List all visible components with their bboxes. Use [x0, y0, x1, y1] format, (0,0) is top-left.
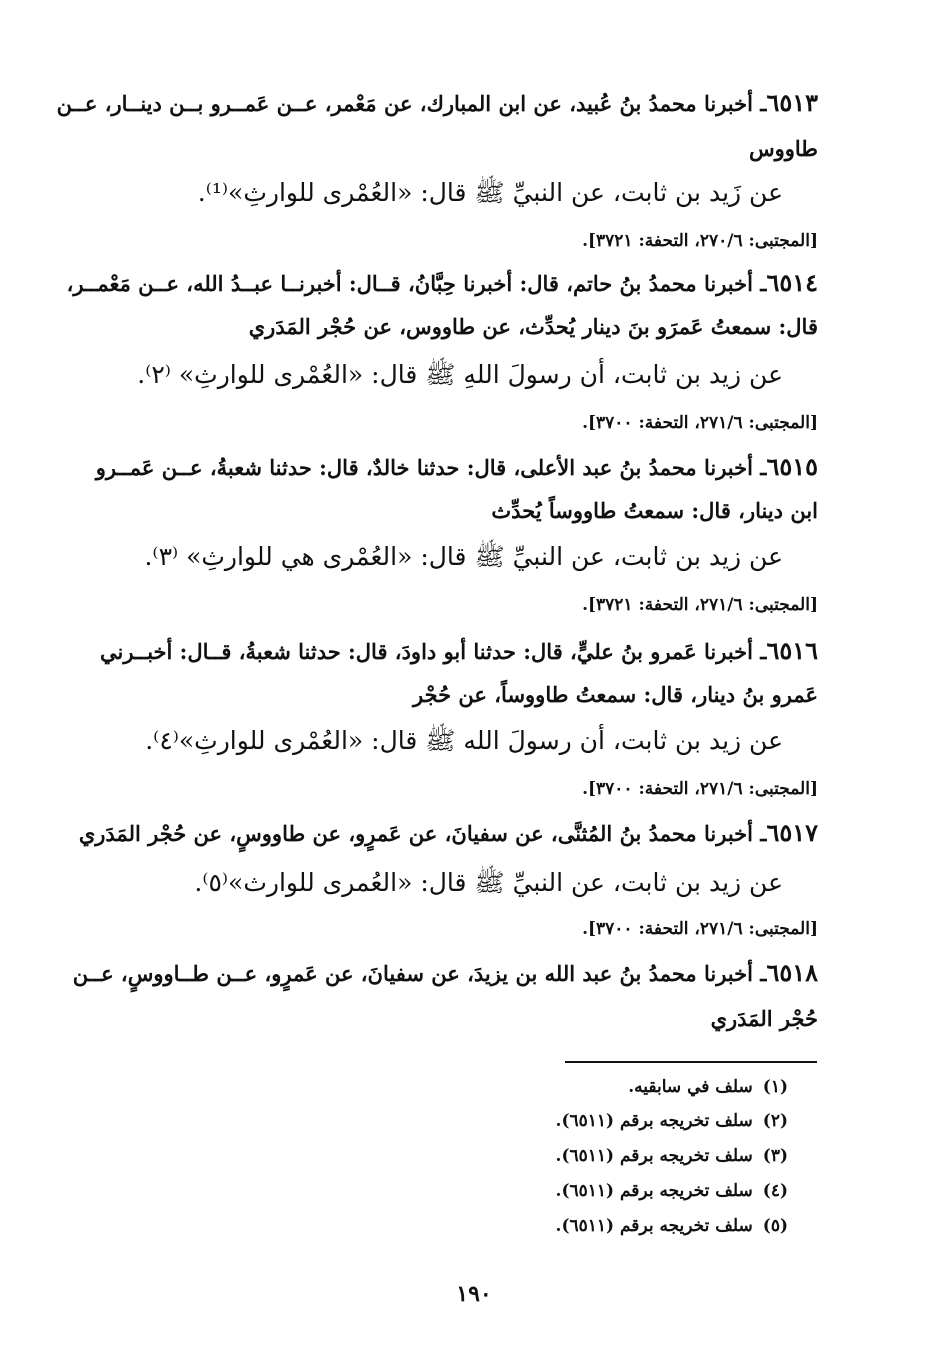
footnote-text: سلف تخريجه برقم (٦٥١١). [555, 1146, 753, 1166]
hadith-6513-isnad-line-2: طاووس [748, 136, 818, 161]
hadith-number: ٦٥١٨ [766, 958, 818, 987]
hadith-6516-isnad-line-2: عَمرو بنُ دينار، قال: سمعتُ طاووساً، عن حُجْر [413, 682, 818, 707]
footnote-3 [556, 1144, 788, 1168]
footnote-number: (٥) [762, 1216, 788, 1236]
hadith-number: ٦٥١٣ [766, 88, 818, 117]
hadith-number: ٦٥١٤ [766, 268, 818, 297]
hadith-6513-matn: عن زَيد بن ثابت، عن النبيِّ ﷺ قال: «العُمْرى للوارثِ»⁽¹⁾. [197, 178, 783, 207]
hadith-6515-isnad-line-1 [95, 452, 818, 483]
footnote-text: سلف تخريجه برقم (٦٥١١). [555, 1111, 753, 1131]
hadith-6513-isnad-line-1 [56, 88, 818, 119]
footnote-2 [556, 1109, 788, 1133]
isnad-text: ـ أخبرنا عَمرو بنُ عليٍّ، قال: حدثنا أبو داودَ، قال: حدثنا شعبةُ، قــال: أخبــرني [99, 639, 767, 664]
hadith-6517-isnad-line-1 [78, 818, 818, 849]
page-number: ١٩٠ [456, 1281, 492, 1307]
hadith-number: ٦٥١٧ [766, 818, 818, 847]
footnote-separator [565, 1061, 817, 1063]
footnote-5 [556, 1214, 788, 1238]
hadith-6514-isnad-line-2: قال: سمعتُ عَمرَو بنَ دينار يُحدِّث، عن طاووس، عن حُجْر المَدَري [248, 314, 818, 339]
footnote-number: (٣) [762, 1146, 788, 1166]
footnote-number: (٤) [762, 1181, 788, 1201]
footnote-1 [628, 1075, 788, 1099]
hadith-6515-isnad-line-2: ابن دينار، قال: سمعتُ طاووساً يُحدِّث [491, 498, 818, 523]
hadith-6516-reference: [المجتبى: ٢٧١/٦، التحفة: ٣٧٠٠]. [582, 779, 818, 799]
footnote-number: (١) [762, 1077, 788, 1097]
hadith-6518-isnad-line-2: حُجْر المَدَري [710, 1006, 818, 1031]
hadith-number: ٦٥١٦ [766, 636, 818, 665]
hadith-6514-reference: [المجتبى: ٢٧١/٦، التحفة: ٣٧٠٠]. [582, 413, 818, 433]
hadith-6517-matn: عن زيد بن ثابت، عن النبيِّ ﷺ قال: «العُمرى للوارث»⁽٥⁾. [194, 868, 783, 897]
footnote-number: (٢) [762, 1111, 788, 1131]
hadith-number: ٦٥١٥ [766, 452, 818, 481]
hadith-6513-reference: [المجتبى: ٢٧٠/٦، التحفة: ٣٧٢١]. [582, 231, 818, 251]
hadith-6515-reference: [المجتبى: ٢٧١/٦، التحفة: ٣٧٢١]. [582, 595, 818, 615]
hadith-6517-reference: [المجتبى: ٢٧١/٦، التحفة: ٣٧٠٠]. [582, 919, 818, 939]
hadith-6514-isnad-line-1 [66, 268, 818, 299]
hadith-6514-matn: عن زيد بن ثابت، أن رسولَ اللهِ ﷺ قال: «العُمْرى للوارثِ» ⁽٢⁾. [137, 360, 783, 389]
footnote-text: سلف في سابقيه. [628, 1077, 753, 1097]
footnote-text: سلف تخريجه برقم (٦٥١١). [555, 1181, 753, 1201]
isnad-text: ـ أخبرنا محمدُ بنُ المُثنَّى، عن سفيانَ، عن عَمرٍو، عن طاووسٍ، عن حُجْر المَدَري [78, 821, 767, 846]
isnad-text: ـ أخبرنا محمدُ بنُ عبد الله بن يزيدَ، عن سفيانَ، عن عَمرٍو، عــن طــاووسٍ، عــن [72, 961, 767, 986]
isnad-text: ـ أخبرنا محمدُ بنُ عُبيد، عن ابن المبارك، عن مَعْمر، عــن عَمــرو بــن دينــار، عــن [56, 91, 767, 116]
footnote-4 [556, 1179, 788, 1203]
hadith-6516-matn: عن زيد بن ثابت، أن رسولَ الله ﷺ قال: «العُمْرى للوارثِ»⁽٤⁾. [145, 726, 783, 755]
hadith-6515-matn: عن زيد بن ثابت، عن النبيِّ ﷺ قال: «العُمْرى هي للوارثِ» ⁽٣⁾. [144, 542, 783, 571]
isnad-text: ـ أخبرنا محمدُ بنُ عبد الأعلى، قال: حدثنا خالدٌ، قال: حدثنا شعبةُ، عــن عَمــرو [95, 455, 767, 480]
hadith-6516-isnad-line-1 [99, 636, 818, 667]
footnote-text: سلف تخريجه برقم (٦٥١١). [555, 1216, 753, 1236]
isnad-text: ـ أخبرنا محمدُ بنُ حاتم، قال: أخبرنا حِبَّانُ، قــال: أخبرنــا عبــدُ الله، عــن مَعْمــر، [66, 271, 767, 296]
hadith-6518-isnad-line-1 [72, 958, 818, 989]
